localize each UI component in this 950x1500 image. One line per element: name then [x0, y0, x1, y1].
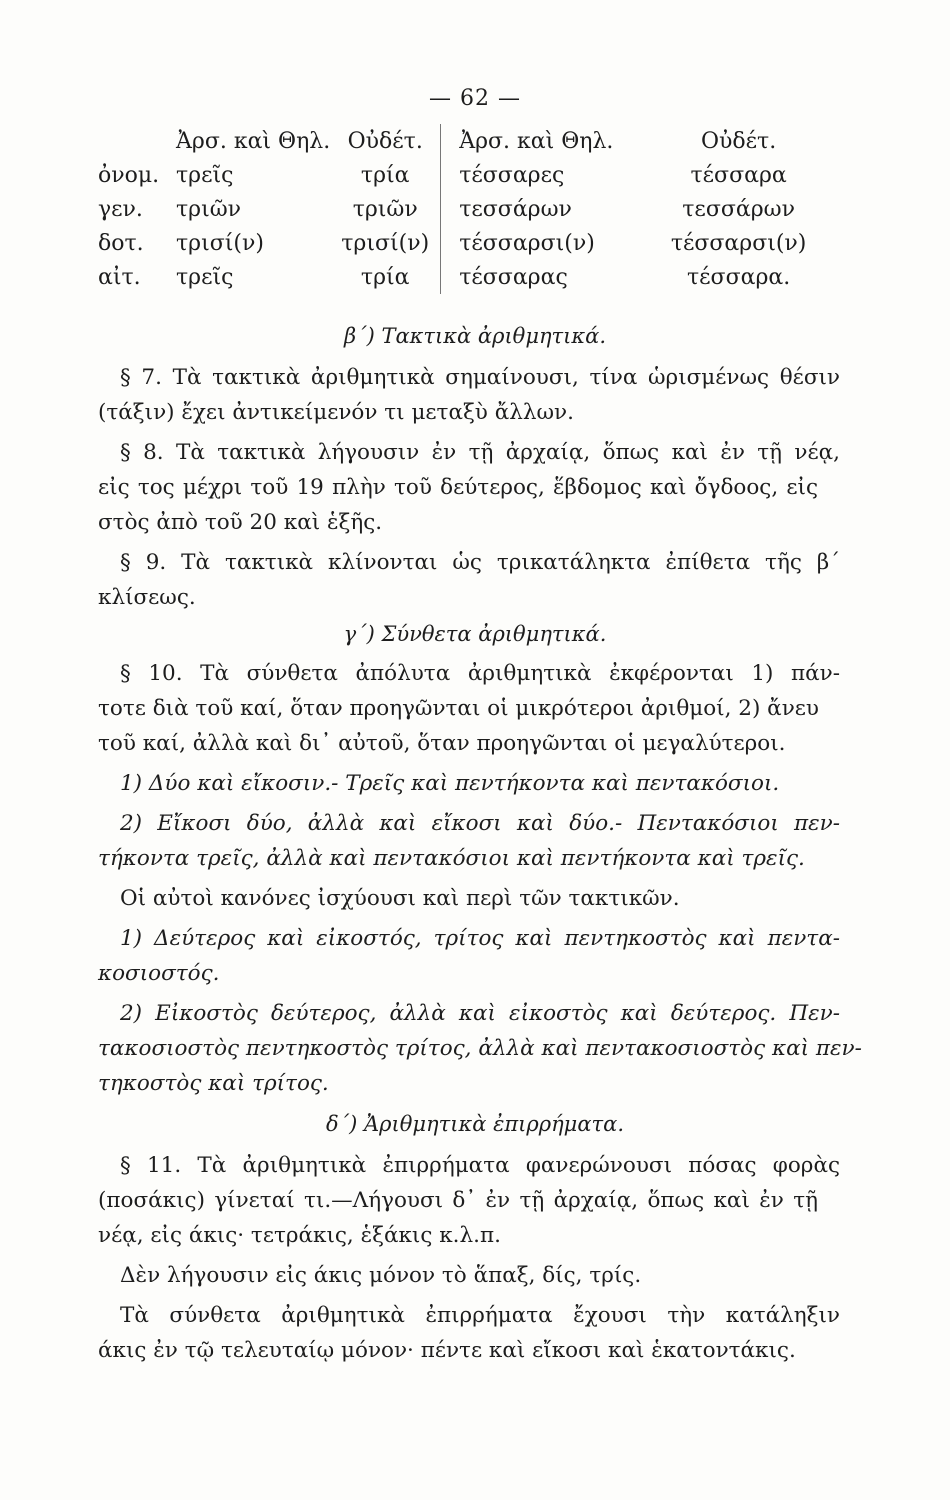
paragraph-11-line: (ποσάκις) γίνεταί τι.—Λήγουσι δ᾽ ἐν τῇ ἀρχαίᾳ, ὅπως καὶ ἐν τῇ	[98, 1188, 818, 1213]
declension-table	[98, 124, 818, 294]
example-line: 2) Εἴκοσι δύο, ἀλλὰ καὶ εἴκοσι καὶ δύο.- Πεντακόσιοι πεν-	[120, 811, 840, 836]
table-cell: τεσσάρων	[441, 192, 660, 226]
paragraph-10-line: § 10. Τὰ σύνθετα ἀπόλυτα ἀριθμητικὰ ἐκφέρονται 1) πάν-	[120, 661, 840, 686]
table-cell: αἰτ.	[98, 264, 141, 290]
table-header: Ἀρσ. καὶ Θηλ.	[441, 124, 660, 158]
table-row	[98, 260, 818, 294]
table-cell: τρισί(ν)	[176, 230, 264, 256]
table-cell: τέσσαρα	[690, 162, 787, 188]
table-cell: τρεῖς	[176, 162, 234, 188]
paragraph-9-line: § 9. Τὰ τακτικὰ κλίνονται ὡς τρικατάληκτα ἐπίθετα τῆς β΄	[120, 550, 840, 575]
section-heading-delta: δ΄) Ἀριθμητικὰ ἐπιρρήματα.	[326, 1112, 624, 1136]
example-line: τακοσιοστὸς πεντηκοστὸς τρίτος, ἀλλὰ καὶ πεντακοσιοστὸς καὶ πεν-	[98, 1036, 862, 1061]
table-cell: τέσσαρες	[441, 158, 660, 192]
table-cell: τέσσαρα.	[686, 264, 791, 290]
page-number: — 62 —	[429, 86, 521, 111]
table-row	[98, 192, 818, 226]
paragraph-9-line: κλίσεως.	[98, 585, 196, 610]
section-heading-gamma: γ΄) Σύνθετα ἀριθμητικά.	[343, 622, 607, 646]
paragraph-10-line: τοῦ καί, ἀλλὰ καὶ δι᾽ αὐτοῦ, ὅταν προηγῶνται οἱ μεγαλύτεροι.	[98, 731, 786, 756]
table-cell: ὀνομ.	[98, 162, 160, 188]
table-header: Οὐδέτ.	[701, 128, 777, 154]
example-line: κοσιοστός.	[98, 961, 220, 986]
table-cell: τέσσαρας	[441, 260, 660, 294]
table-header-row	[98, 124, 818, 158]
table-cell: τριῶν	[352, 196, 418, 222]
paragraph-13-line: άκις ἐν τῷ τελευταίῳ μόνον· πέντε καὶ εἴκοσι καὶ ἑκατοντάκις.	[98, 1338, 796, 1363]
example-line: 2) Εἰκοστὸς δεύτερος, ἀλλὰ καὶ εἰκοστὸς καὶ δεύτερος. Πεν-	[120, 1001, 840, 1026]
table-row	[98, 158, 818, 192]
table-cell: τρεῖς	[176, 264, 234, 290]
table-cell: τεσσάρων	[682, 196, 795, 222]
example-line: τηκοστὸς καὶ τρίτος.	[98, 1071, 329, 1096]
table-cell: τριῶν	[176, 196, 242, 222]
example-line: τήκοντα τρεῖς, ἀλλὰ καὶ πεντακόσιοι καὶ πεντήκοντα καὶ τρεῖς.	[98, 846, 805, 871]
section-heading-beta: β΄) Τακτικὰ ἀριθμητικά.	[343, 324, 607, 348]
paragraph-7-line: § 7. Τὰ τακτικὰ ἀριθμητικὰ σημαίνουσι, τίνα ὡρισμένως θέσιν	[120, 365, 840, 390]
paragraph-11-line: νέᾳ, εἰς άκις· τετράκις, ἑξάκις κ.λ.π.	[98, 1223, 501, 1248]
table-row	[98, 226, 818, 260]
example-line: 1) Δεύτερος καὶ εἰκοστός, τρίτος καὶ πεντηκοστὸς καὶ πεντα-	[120, 926, 840, 951]
paragraph-10-line: τοτε διὰ τοῦ καί, ὅταν προηγῶνται οἱ μικρότεροι ἀριθμοί, 2) ἄνευ	[98, 696, 819, 721]
paragraph-8-line: εἰς τος μέχρι τοῦ 19 πλὴν τοῦ δεύτερος, ἕβδομος καὶ ὄγδοος, εἰς	[98, 475, 818, 500]
paragraph-13-line: Τὰ σύνθετα ἀριθμητικὰ ἐπιρρήματα ἔχουσι τὴν κατάληξιν	[120, 1303, 840, 1328]
table-header: Ἀρσ. καὶ Θηλ.	[176, 128, 331, 154]
table-header: Οὐδέτ.	[347, 128, 423, 154]
paragraph-7-line: (τάξιν) ἔχει ἀντικείμενόν τι μεταξὺ ἄλλων.	[98, 400, 574, 425]
table-cell: δοτ.	[98, 230, 144, 256]
table-cell: τρία	[360, 162, 410, 188]
paragraph-8-line: στὸς ἀπὸ τοῦ 20 καὶ ἑξῆς.	[98, 510, 383, 535]
table-cell: τέσσαρσι(ν)	[670, 230, 807, 256]
table-header	[98, 124, 164, 158]
table-cell: τρισί(ν)	[341, 230, 430, 256]
table-cell: γεν.	[98, 196, 143, 222]
paragraph-11-line: § 11. Τὰ ἀριθμητικὰ ἐπιρρήματα φανερώνουσι πόσας φορὰς	[120, 1153, 840, 1178]
table-cell: τρία	[360, 264, 410, 290]
example-line: 1) Δύο καὶ εἴκοσιν.- Τρεῖς καὶ πεντήκοντα καὶ πεντακόσιοι.	[120, 771, 780, 796]
paragraph-12-line: Δὲν λήγουσιν εἰς άκις μόνον τὸ ἅπαξ, δίς, τρίς.	[120, 1263, 642, 1288]
table-cell: τέσσαρσι(ν)	[441, 226, 660, 260]
paragraph-8-line: § 8. Τὰ τακτικὰ λήγουσιν ἐν τῇ ἀρχαίᾳ, ὅπως καὶ ἐν τῇ νέᾳ,	[120, 440, 840, 465]
rule-line: Οἱ αὐτοὶ κανόνες ἰσχύουσι καὶ περὶ τῶν τακτικῶν.	[120, 886, 680, 911]
